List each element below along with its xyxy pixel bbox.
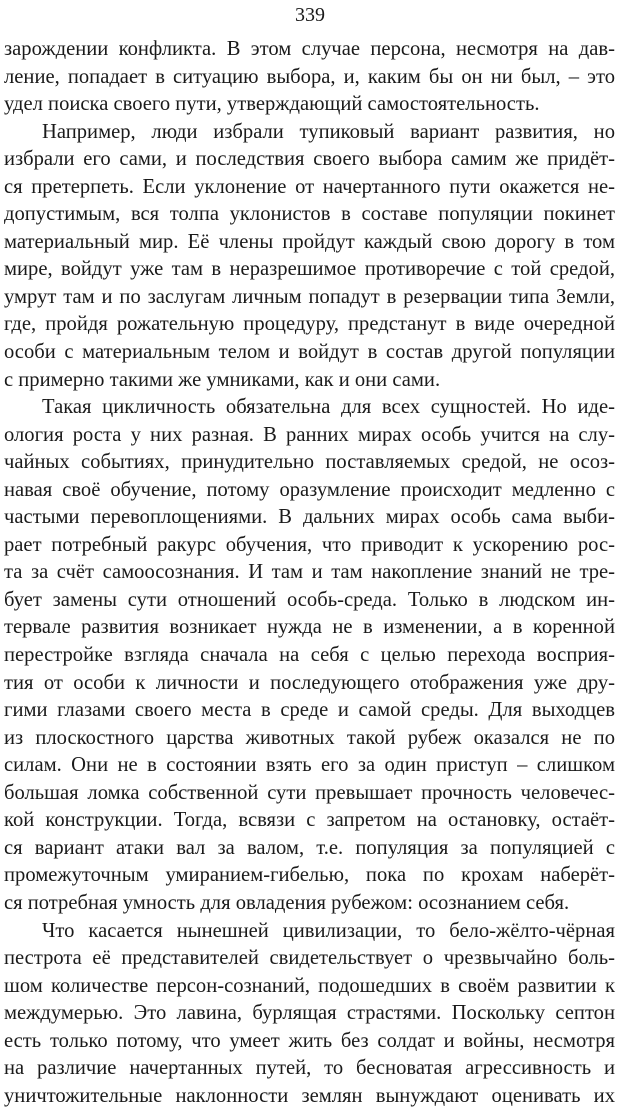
text-line: частыми перевоплощениями. В дальних мирах особь сама выби- [4,504,615,532]
text-line: кой конструкции. Тогда, всвязи с запретом на остановку, остаёт- [4,807,615,835]
text-line: тервале развития возникает нужда не в изменении, а в коренной [4,614,615,642]
text-line: ся вариант атаки вал за валом, т.е. популяция за популяцией с [4,835,615,863]
text-line: перестройке взгляда сначала на себя с целью перехода восприя- [4,642,615,670]
paragraph [4,918,615,1110]
text-line: ся претерпеть. Если уклонение от начертанного пути окажется не- [4,174,615,202]
text-line: с примерно такими же умниками, как и они сами. [4,367,615,395]
text-line: есть только потому, что умеет жить без солдат и войны, несмотря [4,1028,615,1056]
text-line: гими глазами своего места в среде и самой среды. Для выходцев [4,697,615,725]
text-line: ология роста у них разная. В ранних мирах особь учится на слу- [4,422,615,450]
text-line: на различие начертанных путей, то бесноватая агрессивность и [4,1055,615,1083]
text-line: рает потребный ракурс обучения, что приводит к ускорению рос- [4,532,615,560]
text-line: чайных событиях, принудительно поставляемых средой, не осоз- [4,449,615,477]
text-line: избрали его сами, и последствия своего выбора самим же придёт- [4,146,615,174]
text-line: ление, попадает в ситуацию выбора, и, каким бы он ни был, – это [4,64,615,92]
paragraph [4,36,615,119]
paragraph [4,119,615,394]
text-line: большая ломка собственной сути превышает прочность человечес- [4,780,615,808]
text-line: силам. Они не в состоянии взять его за один приступ – слишком [4,752,615,780]
text-line: ся потребная умность для овладения рубежом: осознанием себя. [4,890,615,918]
text-line: шом количестве персон-сознаний, подошедших в своём развитии к [4,973,615,1001]
text-line: та за счёт самоосознания. И там и там накопление знаний не тре- [4,559,615,587]
text-line: Такая цикличность обязательна для всех сущностей. Но иде- [4,394,615,422]
text-line: материальный мир. Её члены пройдут каждый свою дорогу в том [4,229,615,257]
text-line: пестрота её представителей свидетельствует о чрезвычайно боль- [4,945,615,973]
text-line: удел поиска своего пути, утверждающий самостоятельность. [4,91,615,119]
text-line: допустимым, вся толпа уклонистов в составе популяции покинет [4,201,615,229]
text-line: промежуточным умиранием-гибелью, пока по крохам наберёт- [4,862,615,890]
text-line: особи с материальным телом и войдут в состав другой популяции [4,339,615,367]
text-line: Что касается нынешней цивилизации, то бело-жёлто-чёрная [4,918,615,946]
body-text [4,36,615,1110]
text-line: навая своё обучение, потому оразумление происходит медленно с [4,477,615,505]
text-line: междумерью. Это лавина, бурлящая страстями. Поскольку септон [4,1000,615,1028]
text-line: умрут там и по заслугам личным попадут в резервации типа Земли, [4,284,615,312]
text-line: уничтожительные наклонности землян вынуждают оценивать их [4,1083,615,1110]
text-line: из плоскостного царства животных такой рубеж оказался не по [4,725,615,753]
page-number: 339 [0,3,620,27]
text-line: мире, войдут уже там в неразрешимое противоречие с той средой, [4,256,615,284]
text-line: Например, люди избрали тупиковый вариант развития, но [4,119,615,147]
text-line: бует замены сути отношений особь-среда. Только в людском ин- [4,587,615,615]
paragraph [4,394,615,917]
text-line: где, пройдя рожательную процедуру, предстанут в виде очередной [4,311,615,339]
text-line: тия от особи к личности и последующего отображения уже дру- [4,670,615,698]
text-line: зарождении конфликта. В этом случае персона, несмотря на дав- [4,36,615,64]
